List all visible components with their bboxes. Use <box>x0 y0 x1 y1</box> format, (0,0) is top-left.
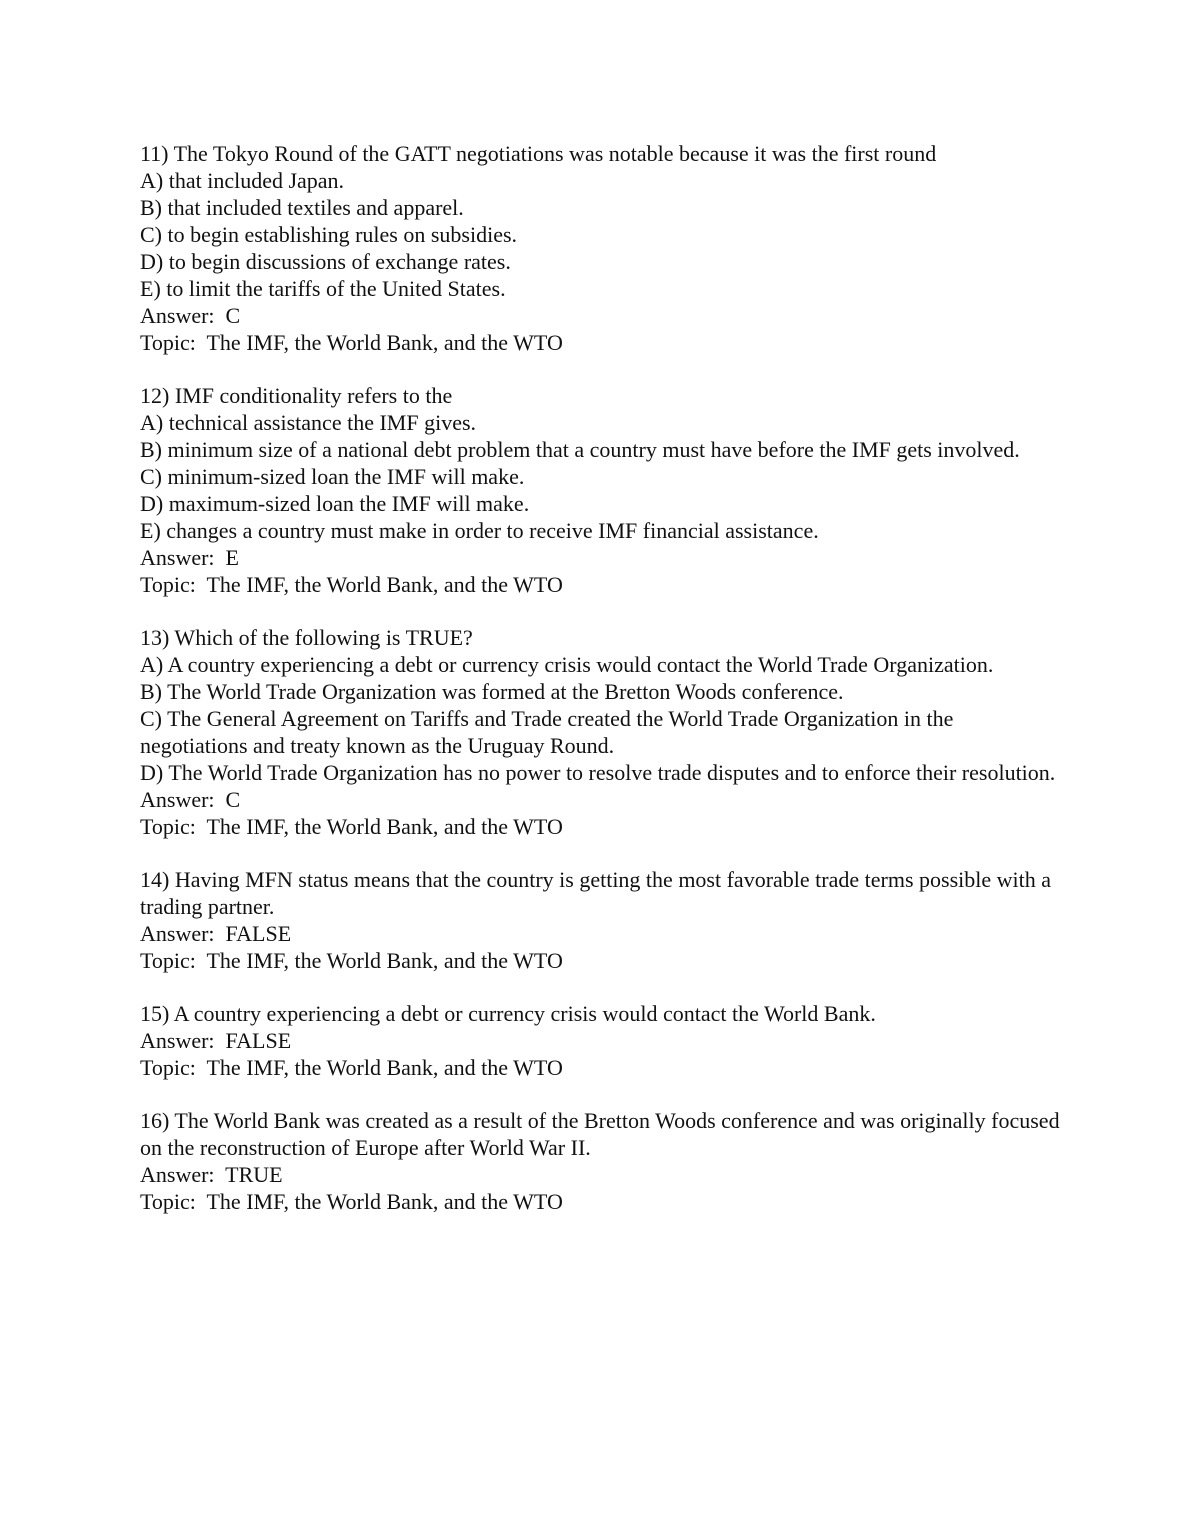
answer-line: Answer: FALSE <box>140 1028 292 1053</box>
option-b: B) that included textiles and apparel. <box>140 195 464 220</box>
option-a: A) technical assistance the IMF gives. <box>140 410 477 435</box>
question-stem: 13) Which of the following is TRUE? <box>140 625 473 650</box>
answer-line: Answer: C <box>140 303 241 328</box>
option-b: B) The World Trade Organization was formed at the Bretton Woods conference. <box>140 679 844 704</box>
document-page <box>140 140 1066 1241</box>
option-e: E) to limit the tariffs of the United States. <box>140 276 506 301</box>
option-d: D) to begin discussions of exchange rates. <box>140 249 511 274</box>
question-15 <box>140 1000 1060 1081</box>
option-e: E) changes a country must make in order to receive IMF financial assistance. <box>140 518 819 543</box>
option-a: A) A country experiencing a debt or currency crisis would contact the World Trade Organization. <box>140 652 994 677</box>
option-c: C) minimum-sized loan the IMF will make. <box>140 464 525 489</box>
question-stem: 12) IMF conditionality refers to the <box>140 383 453 408</box>
topic-line: Topic: The IMF, the World Bank, and the WTO <box>140 572 563 597</box>
option-c: C) to begin establishing rules on subsidies. <box>140 222 518 247</box>
answer-line: Answer: C <box>140 787 241 812</box>
option-b: B) minimum size of a national debt problem that a country must have before the IMF gets involved. <box>140 437 1020 462</box>
topic-line: Topic: The IMF, the World Bank, and the WTO <box>140 1189 563 1214</box>
answer-line: Answer: TRUE <box>140 1162 283 1187</box>
question-stem: 11) The Tokyo Round of the GATT negotiations was notable because it was the first round <box>140 141 937 166</box>
question-16 <box>140 1107 1066 1215</box>
question-stem: 14) Having MFN status means that the country is getting the most favorable trade terms possible with a trading partner. <box>140 867 1057 919</box>
question-14 <box>140 866 1060 974</box>
topic-line: Topic: The IMF, the World Bank, and the WTO <box>140 814 563 839</box>
topic-line: Topic: The IMF, the World Bank, and the WTO <box>140 1055 563 1080</box>
question-13 <box>140 624 1060 840</box>
question-12 <box>140 382 1060 598</box>
answer-line: Answer: E <box>140 545 239 570</box>
question-11 <box>140 140 1060 356</box>
option-c: C) The General Agreement on Tariffs and Trade created the World Trade Organization in the negotiations and treaty known as the Uruguay Round. <box>140 706 959 758</box>
option-d: D) maximum-sized loan the IMF will make. <box>140 491 530 516</box>
option-d: D) The World Trade Organization has no power to resolve trade disputes and to enforce their resolution. <box>140 760 1056 785</box>
topic-line: Topic: The IMF, the World Bank, and the WTO <box>140 330 563 355</box>
question-stem: 15) A country experiencing a debt or currency crisis would contact the World Bank. <box>140 1001 876 1026</box>
option-a: A) that included Japan. <box>140 168 345 193</box>
answer-line: Answer: FALSE <box>140 921 292 946</box>
question-stem: 16) The World Bank was created as a result of the Bretton Woods conference and was originally focused on the reconstruction of Europe after World War II. <box>140 1108 1066 1160</box>
topic-line: Topic: The IMF, the World Bank, and the WTO <box>140 948 563 973</box>
